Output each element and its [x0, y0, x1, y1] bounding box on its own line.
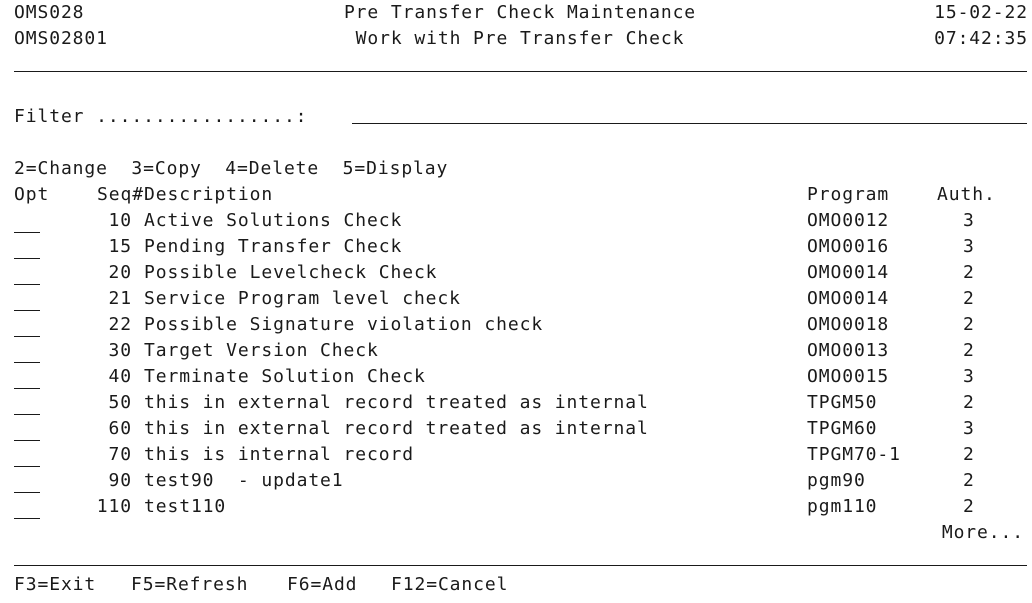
footer-divider	[14, 565, 1027, 566]
system-date: 15-02-22	[934, 2, 1028, 23]
column-header-opt: Opt	[14, 184, 50, 205]
authority-level: 2	[963, 392, 975, 413]
program-name: pgm90	[807, 470, 866, 491]
filter-input[interactable]	[354, 104, 1024, 130]
sequence-number: 10	[108, 210, 132, 231]
option-input[interactable]	[14, 496, 40, 519]
check-description: Terminate Solution Check	[144, 366, 426, 387]
authority-level: 3	[963, 366, 975, 387]
option-input[interactable]	[14, 366, 40, 389]
option-input[interactable]	[14, 444, 40, 467]
option-input[interactable]	[14, 262, 40, 285]
program-name: TPGM60	[807, 418, 878, 439]
check-description: test90 - update1	[144, 470, 344, 491]
sequence-number: 15	[108, 236, 132, 257]
option-input[interactable]	[14, 314, 40, 337]
f5-refresh-key[interactable]: F5=Refresh	[131, 574, 249, 595]
program-name: OMO0013	[807, 340, 890, 361]
check-description: Possible Signature violation check	[144, 314, 544, 335]
sequence-number: 30	[108, 340, 132, 361]
check-description: test110	[144, 496, 227, 517]
option-input[interactable]	[14, 418, 40, 441]
check-description: this is internal record	[144, 444, 414, 465]
program-name: OMO0016	[807, 236, 890, 257]
screen-title: Pre Transfer Check Maintenance	[343, 2, 697, 23]
authority-level: 2	[963, 314, 975, 335]
program-name: OMO0015	[807, 366, 890, 387]
program-name: OMO0018	[807, 314, 890, 335]
column-header-seq: Seq#	[97, 184, 144, 205]
option-input[interactable]	[14, 236, 40, 259]
column-header-program: Program	[807, 184, 890, 205]
authority-level: 2	[963, 470, 975, 491]
authority-level: 3	[963, 236, 975, 257]
program-id: OMS028	[14, 2, 85, 23]
column-header-auth: Auth.	[937, 184, 996, 205]
screen-subtitle: Work with Pre Transfer Check	[355, 28, 685, 49]
check-description: Active Solutions Check	[144, 210, 403, 231]
column-header-description: Description	[144, 184, 274, 205]
sequence-number: 90	[108, 470, 132, 491]
authority-level: 2	[963, 288, 975, 309]
f12-cancel-key[interactable]: F12=Cancel	[391, 574, 509, 595]
check-description: this in external record treated as internal	[144, 418, 649, 439]
options-legend: 2=Change 3=Copy 4=Delete 5=Display	[14, 158, 449, 179]
system-time: 07:42:35	[934, 28, 1028, 49]
check-description: Service Program level check	[144, 288, 461, 309]
header-divider	[14, 71, 1027, 72]
option-input[interactable]	[14, 210, 40, 233]
check-description: Pending Transfer Check	[144, 236, 403, 257]
program-name: OMO0014	[807, 262, 890, 283]
program-name: TPGM70-1	[807, 444, 901, 465]
program-name: pgm110	[807, 496, 878, 517]
option-input[interactable]	[14, 392, 40, 415]
sequence-number: 60	[108, 418, 132, 439]
filter-input-underline	[352, 123, 1027, 124]
option-input[interactable]	[14, 470, 40, 493]
screen-id: OMS02801	[14, 28, 108, 49]
sequence-number: 110	[96, 496, 132, 517]
filter-label: Filter .................:	[14, 106, 308, 127]
sequence-number: 50	[108, 392, 132, 413]
program-name: TPGM50	[807, 392, 878, 413]
authority-level: 3	[963, 418, 975, 439]
authority-level: 2	[963, 262, 975, 283]
check-description: this in external record treated as internal	[144, 392, 649, 413]
sequence-number: 21	[108, 288, 132, 309]
sequence-number: 70	[108, 444, 132, 465]
f3-exit-key[interactable]: F3=Exit	[14, 574, 97, 595]
more-indicator: More...	[941, 522, 1024, 543]
sequence-number: 20	[108, 262, 132, 283]
check-description: Possible Levelcheck Check	[144, 262, 438, 283]
authority-level: 2	[963, 340, 975, 361]
authority-level: 2	[963, 496, 975, 517]
option-input[interactable]	[14, 288, 40, 311]
authority-level: 2	[963, 444, 975, 465]
f6-add-key[interactable]: F6=Add	[287, 574, 358, 595]
sequence-number: 40	[108, 366, 132, 387]
program-name: OMO0012	[807, 210, 890, 231]
authority-level: 3	[963, 210, 975, 231]
sequence-number: 22	[108, 314, 132, 335]
check-description: Target Version Check	[144, 340, 379, 361]
program-name: OMO0014	[807, 288, 890, 309]
option-input[interactable]	[14, 340, 40, 363]
